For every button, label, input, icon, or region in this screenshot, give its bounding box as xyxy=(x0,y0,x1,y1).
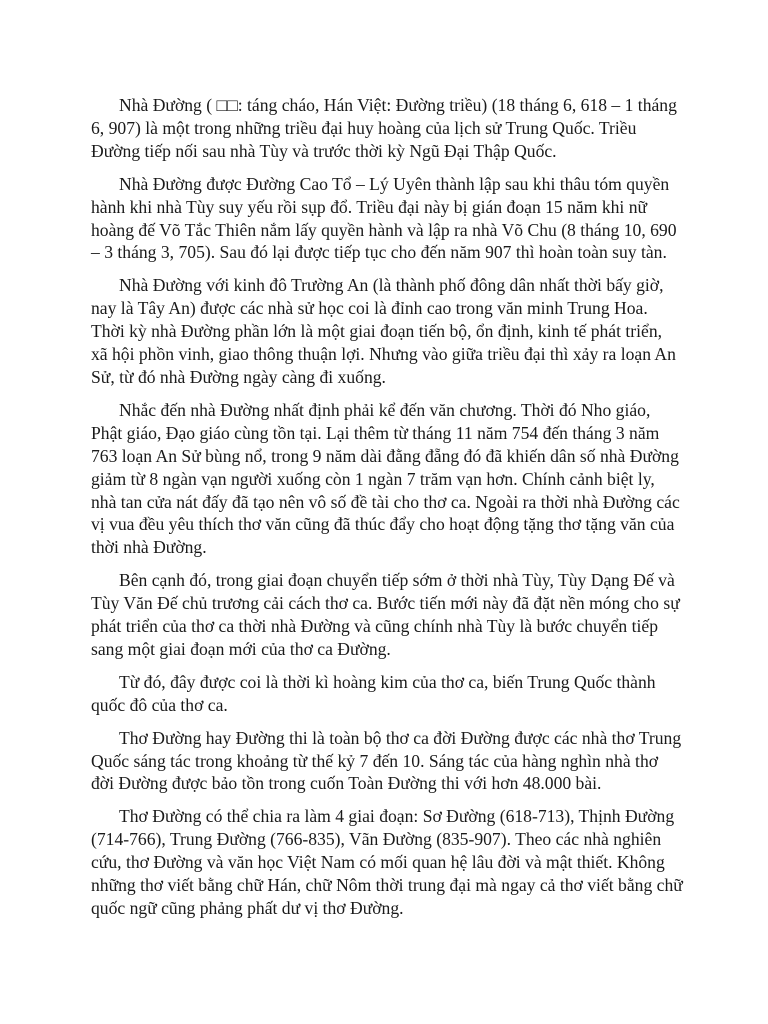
paragraph-8: Thơ Đường có thể chia ra làm 4 giai đoạn: Sơ Đường (618-713), Thịnh Đường (714-766), Trung Đường (766-835), Vãn Đường (835-907). Theo các nhà nghiên cứu, thơ Đường và văn học Việt Nam có mối quan hệ lâu đời và mật thiết. Không những thơ viết bằng chữ Hán, chữ Nôm thời trung đại mà ngay cả thơ viết bằng chữ quốc ngữ cũng phảng phất dư vị thơ Đường. xyxy=(91,806,683,918)
paragraph-7: Thơ Đường hay Đường thi là toàn bộ thơ ca đời Đường được các nhà thơ Trung Quốc sáng tác trong khoảng từ thế kỷ 7 đến 10. Sáng tác của hàng nghìn nhà thơ đời Đường được bảo tồn trong cuốn Toàn Đường thi với hơn 48.000 bài. xyxy=(91,727,682,794)
paragraph-4: Nhắc đến nhà Đường nhất định phải kể đến văn chương. Thời đó Nho giáo, Phật giáo, Đạo giáo cùng tồn tại. Lại thêm từ tháng 11 năm 754 đến tháng 3 năm 763 loạn An Sử bùng nổ, trong 9 năm dài đằng đẵng đó đã khiến dân số nhà Đường giảm từ 8 ngàn vạn người xuống còn 1 ngàn 7 trăm vạn hơn. Chính cảnh biệt ly, nhà tan cửa nát đấy đã tạo nên vô số đề tài cho thơ ca. Ngoài ra thời nhà Đường các vị vua đều yêu thích thơ văn cũng đã thúc đẩy cho hoạt động tặng thơ tặng văn của thời nhà Đường. xyxy=(91,399,680,558)
paragraph-6: Từ đó, đây được coi là thời kì hoàng kim của thơ ca, biến Trung Quốc thành quốc đô của thơ ca. xyxy=(91,671,656,715)
paragraph-1: Nhà Đường ( □□: táng cháo, Hán Việt: Đường triều) (18 tháng 6, 618 – 1 tháng 6, 907) là một trong những triều đại huy hoàng của lịch sử Trung Quốc. Triều Đường tiếp nối sau nhà Tùy và trước thời kỳ Ngũ Đại Thập Quốc. xyxy=(91,95,677,161)
paragraph-3: Nhà Đường với kinh đô Trường An (là thành phố đông dân nhất thời bấy giờ, nay là Tây An) được các nhà sử học coi là đỉnh cao trong văn minh Trung Hoa. Thời kỳ nhà Đường phần lớn là một giai đoạn tiến bộ, ổn định, kinh tế phát triển, xã hội phồn vinh, giao thông thuận lợi. Nhưng vào giữa triều đại thì xảy ra loạn An Sử, từ đó nhà Đường ngày càng đi xuống. xyxy=(91,275,676,387)
paragraph-2: Nhà Đường được Đường Cao Tổ – Lý Uyên thành lập sau khi thâu tóm quyền hành khi nhà Tùy suy yếu rồi sụp đổ. Triều đại này bị gián đoạn 15 năm khi nữ hoàng đế Võ Tắc Thiên nắm lấy quyền hành và lập ra nhà Võ Chu (8 tháng 10, 690 – 3 tháng 3, 705). Sau đó lại được tiếp tục cho đến năm 907 thì hoàn toàn suy tàn. xyxy=(91,173,677,263)
paragraph-5: Bên cạnh đó, trong giai đoạn chuyển tiếp sớm ở thời nhà Tùy, Tùy Dạng Đế và Tùy Văn Đế chủ trương cải cách thơ ca. Bước tiến mới này đã đặt nền móng cho sự phát triển của thơ ca thời nhà Đường và cũng chính nhà Tùy là bước chuyển tiếp sang một giai đoạn mới của thơ ca Đường. xyxy=(91,570,680,659)
document-body xyxy=(91,94,683,930)
